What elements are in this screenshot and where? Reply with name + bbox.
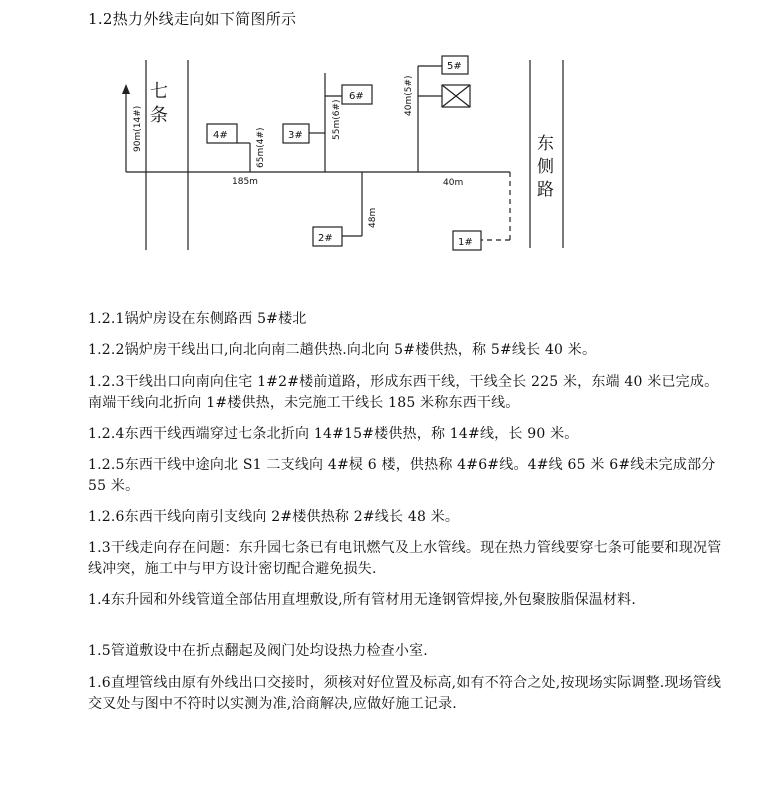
heating-pipeline-diagram: [0, 0, 779, 300]
building-label-3: 3#: [288, 130, 303, 141]
street-label-qitiao-1: 七: [150, 81, 168, 102]
paragraph-1-4: 1.4东升园和外线管道全部估用直埋敷设,所有管材用无逢钢管焊接,外包聚胺脂保温材料.: [88, 592, 637, 608]
building-label-6: 6#: [349, 91, 364, 102]
paragraph-1-5: 1.5管道敷设中在折点翻起及阀门处均设热力检查小室.: [88, 643, 428, 659]
pipelines-dashed: [481, 172, 510, 240]
street-label-dongce-1: 东: [537, 134, 554, 154]
dim-label-48m: 48m: [368, 207, 378, 228]
dim-label-40m-vertical: 40m(5#): [404, 75, 414, 116]
dim-label-185m: 185m: [232, 177, 258, 187]
paragraph-1-3: 1.3干线走向存在问题：东升园七条已有电讯燃气及上水管线。现在热力管线要穿七条可能要和现况管线冲突，施工中与甲方设计密切配合避免损失.: [88, 540, 722, 577]
paragraph-1-6: 1.6直埋管线由原有外线出口交接时，须核对好位置及标高,如有不符合之处,按现场实际调整.现场管线交叉处与图中不符时以实测为准,洽商解决,应做好施工记录.: [88, 675, 722, 712]
boiler-room-icon: [442, 85, 470, 107]
building-label-4: 4#: [213, 130, 228, 141]
arrow-up-icon: [122, 84, 130, 94]
building-label-2: 2#: [318, 233, 333, 244]
paragraph-1-2-2: 1.2.2锅炉房干线出口,向北向南二趟供热.向北向 5#楼供热，称 5#线长 40 米。: [88, 342, 597, 358]
paragraph-1-2-3: 1.2.3干线出口向南向住宅 1#2#楼前道路，形成东西干线，干线全长 225 米，东端 40 米已完成。南端干线向北折向 1#楼供热，未完施工干线长 185 米称东西干线。: [88, 374, 719, 411]
street-label-dongce-3: 路: [537, 180, 554, 200]
street-label-dongce-2: 侧: [537, 157, 554, 177]
dim-label-65m: 65m(4#): [256, 127, 266, 168]
street-label-qitiao-2: 条: [150, 105, 168, 126]
dim-label-55m: 55m(6#): [332, 99, 342, 140]
dim-label-90m: 90m(14#): [133, 105, 143, 152]
section-heading: 1.2热力外线走向如下简图所示: [88, 10, 297, 28]
building-label-1: 1#: [458, 237, 473, 248]
dim-label-40m-horizontal: 40m: [443, 178, 464, 188]
building-label-5: 5#: [447, 61, 462, 72]
paragraph-1-2-4: 1.2.4东西干线西端穿过七条北折向 14#15#楼供热，称 14#线，长 90 米。: [88, 426, 579, 442]
paragraph-1-2-1: 1.2.1锅炉房设在东侧路西 5#楼北: [88, 311, 307, 327]
paragraph-1-2-6: 1.2.6东西干线向南引支线向 2#楼供热称 2#线长 48 米。: [88, 509, 460, 525]
paragraph-1-2-5: 1.2.5东西干线中途向北 S1 二支线向 4#棂 6 楼，供热称 4#6#线。4#线 65 米 6#线未完成部分 55 米。: [88, 457, 716, 494]
